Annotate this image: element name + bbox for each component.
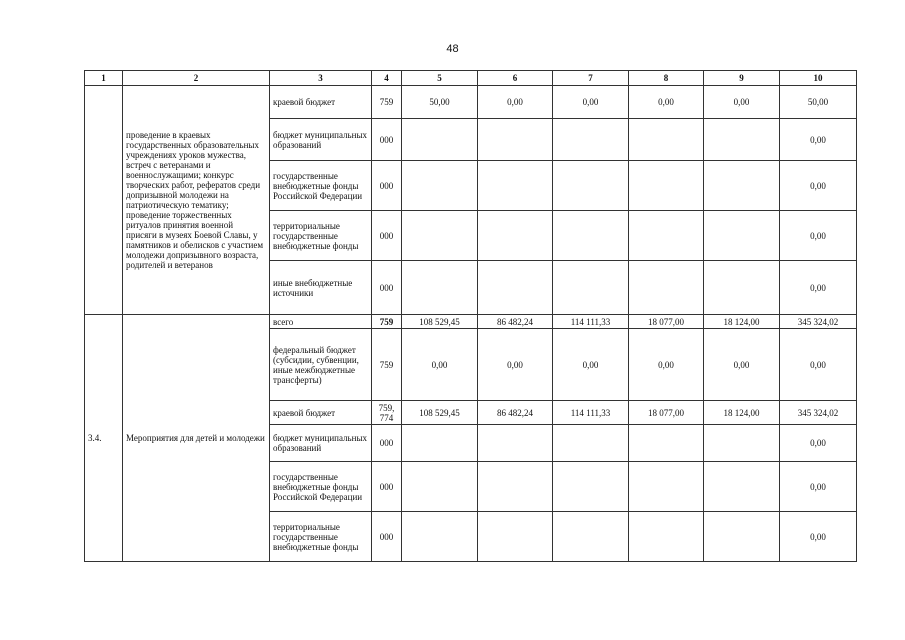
- value-cell: [553, 425, 629, 462]
- value-cell: 108 529,45: [402, 315, 478, 329]
- budget-code: 759, 774: [372, 401, 402, 425]
- value-cell: [704, 261, 780, 315]
- value-cell: 0,00: [402, 329, 478, 401]
- value-cell: [553, 119, 629, 161]
- value-cell: [629, 462, 704, 512]
- funding-source: всего: [270, 315, 372, 329]
- budget-table: [84, 70, 857, 562]
- value-cell: 86 482,24: [478, 401, 553, 425]
- value-cell: 86 482,24: [478, 315, 553, 329]
- budget-code: 000: [372, 462, 402, 512]
- value-cell: 0,00: [780, 211, 857, 261]
- table-row: [85, 86, 857, 119]
- value-cell: [704, 425, 780, 462]
- activity-description: Мероприятия для детей и молодежи: [123, 315, 270, 562]
- value-cell: 0,00: [780, 119, 857, 161]
- value-cell: 18 124,00: [704, 315, 780, 329]
- funding-source: государственные внебюджетные фонды Российской Федерации: [270, 161, 372, 211]
- header-cell: 8: [629, 71, 704, 86]
- header-cell: 2: [123, 71, 270, 86]
- value-cell: 50,00: [780, 86, 857, 119]
- activity-description: проведение в краевых государственных образовательных учреждениях уроков мужества, встреч с ветеранами и военнослужащими; конкурс творческих работ, рефератов среди допризывной молодежи на патриотическую тематику; проведение торжественных ритуалов принятия военной присяги в музеях Боевой Славы, у памятников и обелисков с участием молодежи допризывного возраста, родителей и ветеранов: [123, 86, 270, 315]
- funding-source: государственные внебюджетные фонды Российской Федерации: [270, 462, 372, 512]
- value-cell: [704, 161, 780, 211]
- value-cell: 18 077,00: [629, 401, 704, 425]
- value-cell: [629, 119, 704, 161]
- header-cell: 1: [85, 71, 123, 86]
- value-cell: 0,00: [780, 512, 857, 562]
- value-cell: [478, 161, 553, 211]
- value-cell: 114 111,33: [553, 401, 629, 425]
- value-cell: 345 324,02: [780, 401, 857, 425]
- value-cell: [402, 119, 478, 161]
- value-cell: [629, 425, 704, 462]
- table-header-row: [85, 71, 857, 86]
- funding-source: бюджет муниципальных образований: [270, 425, 372, 462]
- value-cell: 50,00: [402, 86, 478, 119]
- value-cell: [402, 161, 478, 211]
- row-number-cell: 3.4.: [85, 315, 123, 562]
- budget-code: 000: [372, 261, 402, 315]
- value-cell: [553, 512, 629, 562]
- value-cell: 0,00: [780, 425, 857, 462]
- value-cell: [629, 211, 704, 261]
- funding-source: краевой бюджет: [270, 401, 372, 425]
- value-cell: [629, 512, 704, 562]
- budget-code: 000: [372, 161, 402, 211]
- value-cell: 114 111,33: [553, 315, 629, 329]
- value-cell: [478, 462, 553, 512]
- header-cell: 7: [553, 71, 629, 86]
- funding-source: территориальные государственные внебюджетные фонды: [270, 211, 372, 261]
- header-cell: 9: [704, 71, 780, 86]
- value-cell: [553, 161, 629, 211]
- value-cell: [478, 119, 553, 161]
- value-cell: [629, 261, 704, 315]
- budget-code: 759: [372, 86, 402, 119]
- value-cell: 0,00: [553, 329, 629, 401]
- value-cell: [478, 425, 553, 462]
- funding-source: иные внебюджетные источники: [270, 261, 372, 315]
- value-cell: 108 529,45: [402, 401, 478, 425]
- budget-code: 759: [372, 315, 402, 329]
- funding-source: краевой бюджет: [270, 86, 372, 119]
- value-cell: 18 077,00: [629, 315, 704, 329]
- value-cell: 0,00: [780, 161, 857, 211]
- value-cell: 0,00: [478, 329, 553, 401]
- value-cell: [629, 161, 704, 211]
- value-cell: [478, 211, 553, 261]
- value-cell: [704, 119, 780, 161]
- table-row: [85, 315, 857, 329]
- funding-source: бюджет муниципальных образований: [270, 119, 372, 161]
- value-cell: 0,00: [780, 261, 857, 315]
- value-cell: 0,00: [704, 329, 780, 401]
- value-cell: [553, 211, 629, 261]
- value-cell: [402, 261, 478, 315]
- value-cell: 0,00: [629, 329, 704, 401]
- budget-code: 000: [372, 119, 402, 161]
- budget-code: 000: [372, 211, 402, 261]
- header-cell: 5: [402, 71, 478, 86]
- value-cell: [402, 211, 478, 261]
- budget-code: 759: [372, 329, 402, 401]
- header-cell: 3: [270, 71, 372, 86]
- value-cell: [478, 261, 553, 315]
- header-cell: 4: [372, 71, 402, 86]
- funding-source: федеральный бюджет (субсидии, субвенции, иные межбюджетные трансферты): [270, 329, 372, 401]
- value-cell: [553, 261, 629, 315]
- funding-source: территориальные государственные внебюджетные фонды: [270, 512, 372, 562]
- value-cell: 0,00: [780, 462, 857, 512]
- value-cell: 0,00: [780, 329, 857, 401]
- value-cell: [402, 512, 478, 562]
- value-cell: 0,00: [629, 86, 704, 119]
- budget-code: 000: [372, 512, 402, 562]
- value-cell: [478, 512, 553, 562]
- value-cell: [402, 462, 478, 512]
- value-cell: 0,00: [478, 86, 553, 119]
- value-cell: 0,00: [704, 86, 780, 119]
- budget-code: 000: [372, 425, 402, 462]
- value-cell: [553, 462, 629, 512]
- value-cell: [704, 462, 780, 512]
- value-cell: [704, 211, 780, 261]
- row-number-cell: [85, 86, 123, 315]
- page-number: 48: [446, 43, 459, 55]
- value-cell: 345 324,02: [780, 315, 857, 329]
- header-cell: 10: [780, 71, 857, 86]
- value-cell: [704, 512, 780, 562]
- value-cell: 0,00: [553, 86, 629, 119]
- value-cell: 18 124,00: [704, 401, 780, 425]
- value-cell: [402, 425, 478, 462]
- header-cell: 6: [478, 71, 553, 86]
